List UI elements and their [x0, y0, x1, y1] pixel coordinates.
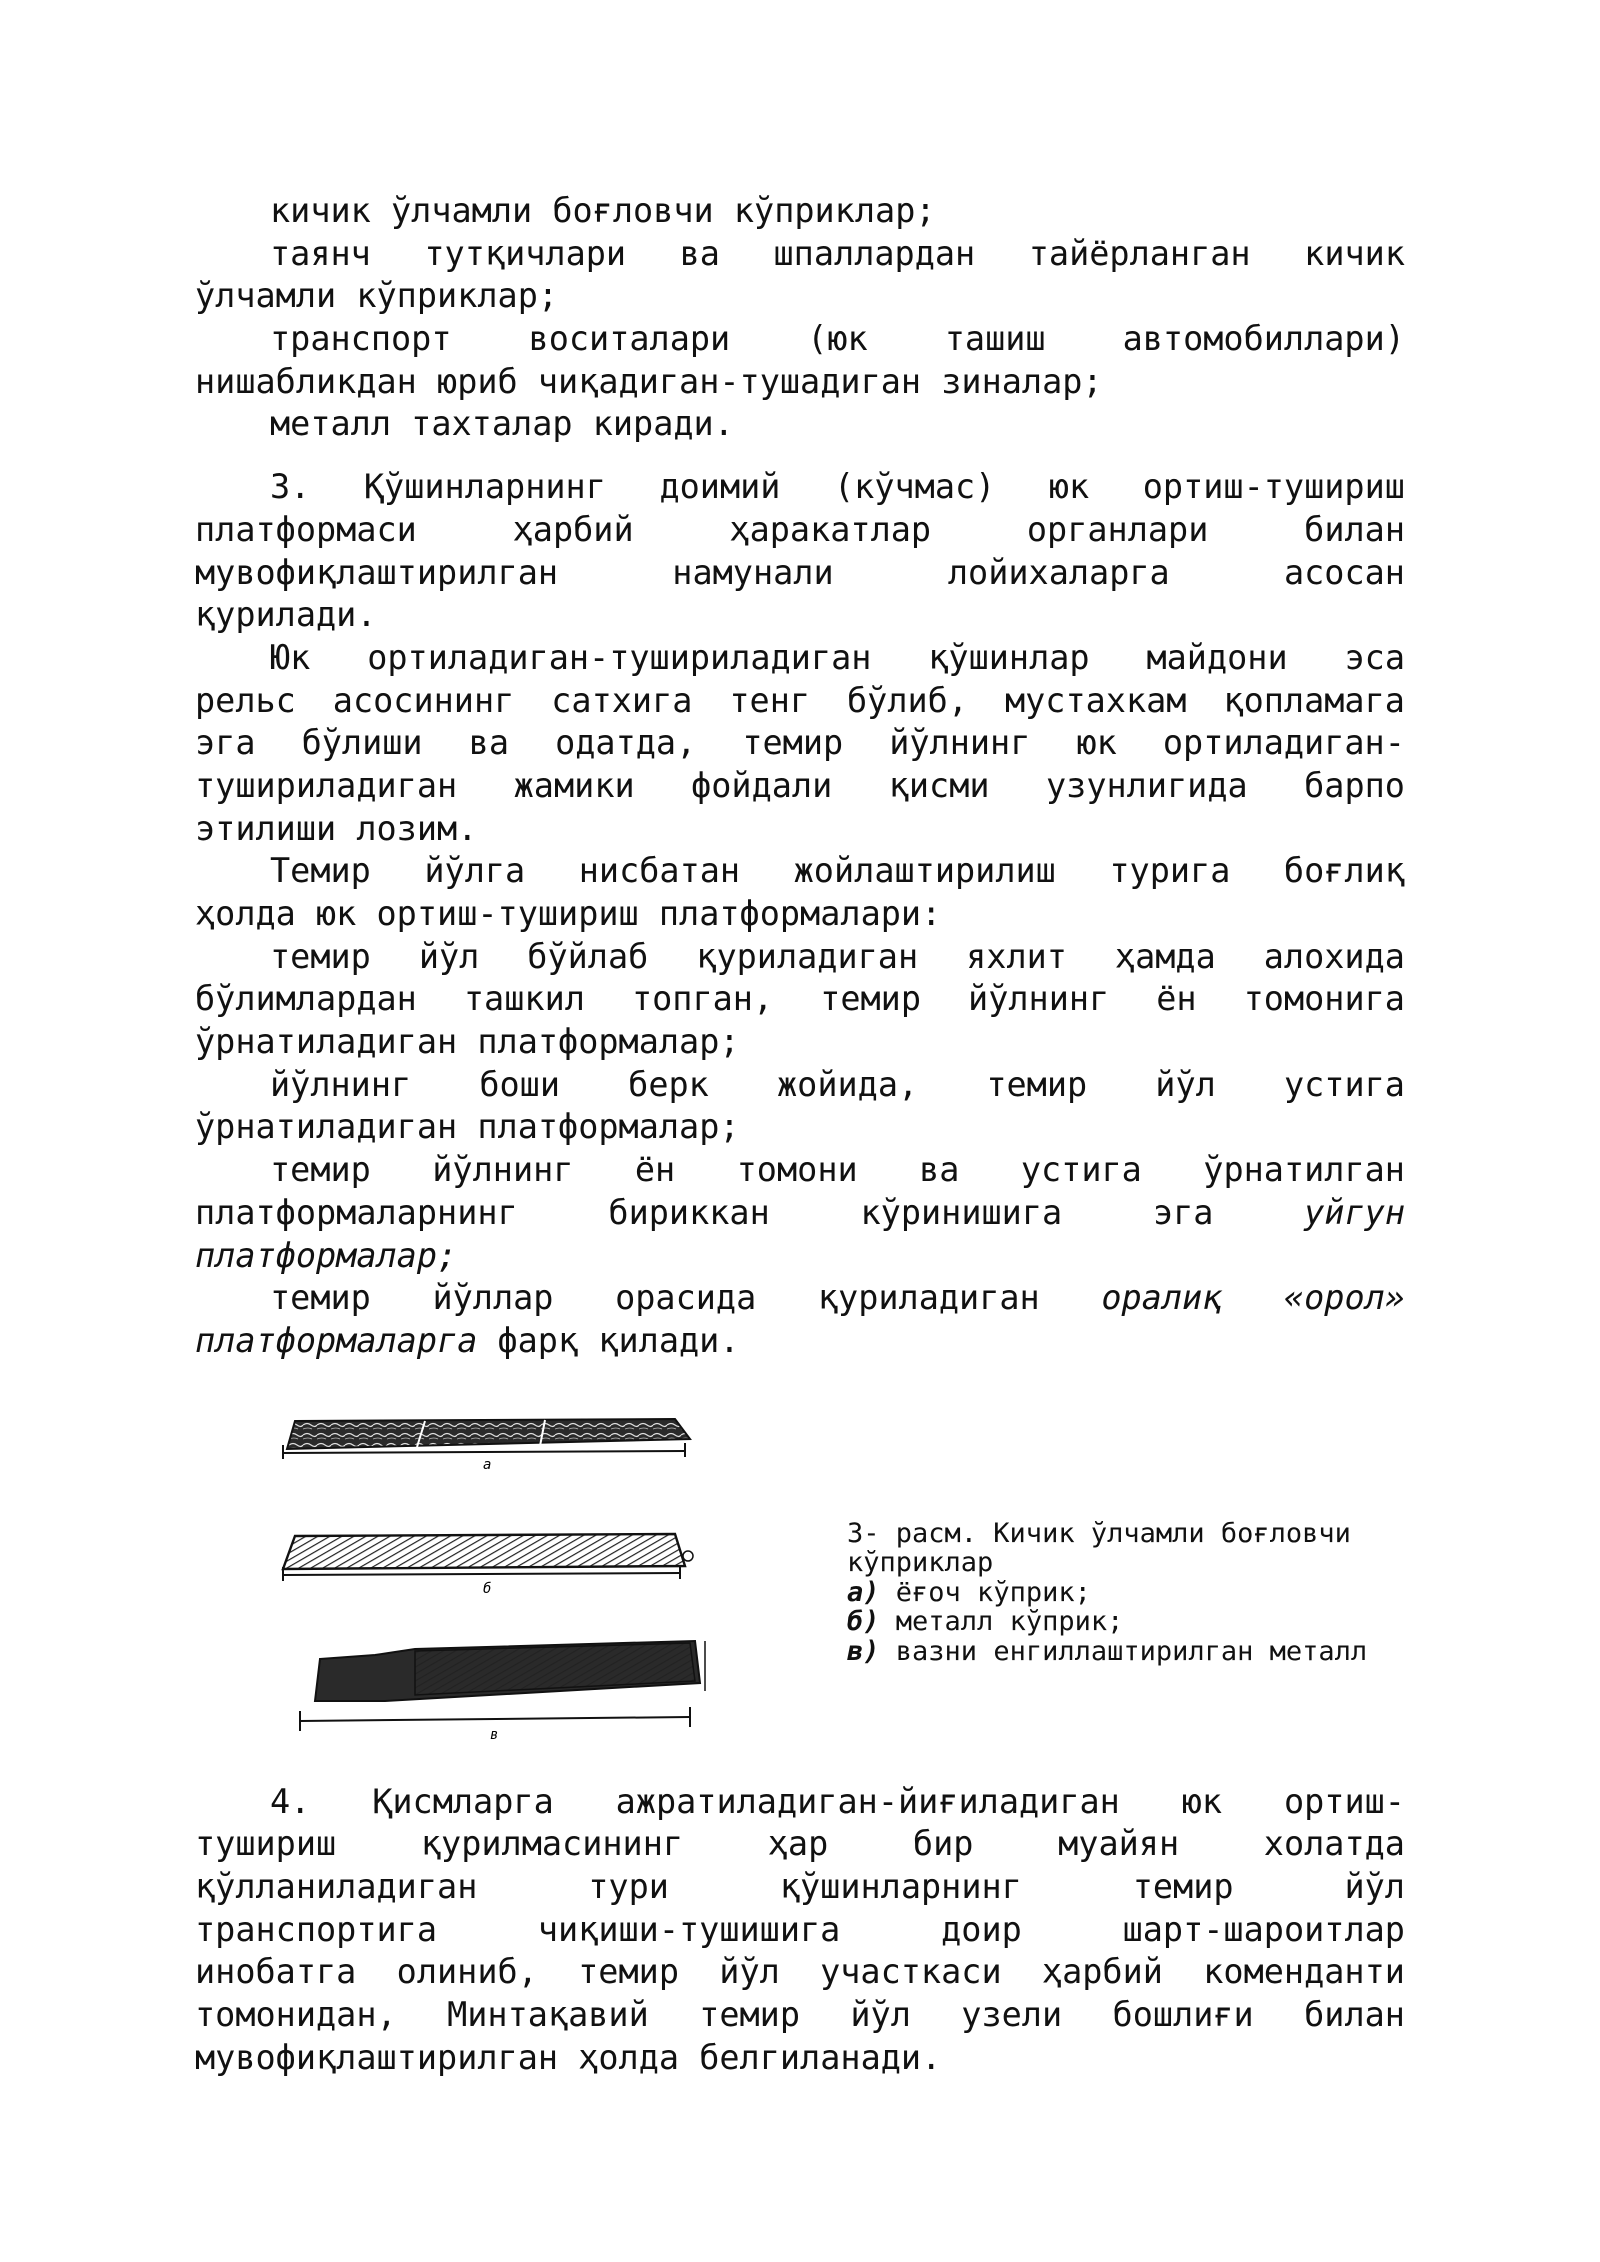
text-line: ўрнатиладиган платформалар;	[195, 1107, 740, 1147]
text-line: таянч тутқичлари ва шпаллардан тайёрланган кичик	[270, 233, 1405, 273]
text-line: темир йўл бўйлаб қуриладиган яхлит ҳамда алохида	[270, 936, 1405, 976]
text-line: платформаларнинг бириккан кўринишига эга уйгун	[195, 1192, 1405, 1232]
text-line: этилиши лозим.	[195, 808, 478, 848]
text-line: тушириладиган жамики фойдали қисми узунлигида барпо	[195, 765, 1405, 805]
text-line: транспорт воситалари (юк ташиш автомобиллари)	[270, 319, 1405, 359]
text-line: инобатга олиниб, темир йўл участкаси ҳарбий коменданти	[195, 1952, 1405, 1992]
text-line: тушириш қурилмасининг ҳар бир муайян холатда	[195, 1824, 1405, 1864]
label-b: б	[483, 1580, 492, 1597]
label-a: а	[483, 1456, 492, 1473]
text-line: темир йўлнинг ён томони ва устига ўрнатилган	[270, 1150, 1405, 1190]
text-line: ўлчамли кўприклар;	[195, 276, 559, 316]
text-line: томонидан, Минтақавий темир йўл узели бошлиғи билан	[195, 1995, 1405, 2034]
wooden-bridge-drawing	[283, 1419, 690, 1473]
text-line: ҳолда юк ортиш-тушириш платформалари:	[195, 894, 942, 933]
text-line: Юк ортиладиган-тушириладиган қўшинлар майдони эса	[270, 637, 1405, 677]
text-line: транспортига чиқиши-тушишига доир шарт-шароитлар	[195, 1909, 1405, 1949]
caption-title-cont: кўприклар	[847, 1547, 994, 1579]
text-line: мувофиқлаштирилган ҳолда белгиланади.	[195, 2037, 942, 2077]
text-line: эга бўлиши ва одатда, темир йўлнинг юк ортиладиган-	[195, 723, 1405, 763]
text-line: платформаси ҳарбий ҳаракатлар органлари билан	[195, 509, 1405, 549]
label-c: в	[490, 1726, 499, 1743]
text-line: платформаларга фарқ қилади.	[195, 1320, 740, 1360]
text-line: кичик ўлчамли боғловчи кўприклар;	[270, 191, 936, 230]
text-line: 3. Қўшинларнинг доимий (кўчмас) юк ортиш-тушириш	[270, 467, 1405, 507]
text-line: платформалар;	[195, 1235, 458, 1275]
text-line: Темир йўлга нисбатан жойлаштирилиш турига боғлиқ	[270, 851, 1405, 891]
figure-caption	[847, 1517, 1467, 1667]
text-line: мувофиқлаштирилган намунали лойихаларга асосан	[195, 552, 1405, 592]
caption-title: 3- расм. Кичик ўлчамли боғловчи	[847, 1517, 1351, 1549]
bridge-drawings	[275, 1401, 715, 1751]
text-line: ўрнатиладиган платформалар;	[195, 1022, 740, 1062]
text-line: металл тахталар киради.	[270, 404, 734, 444]
figure-3	[195, 1401, 1405, 1761]
caption-item: б) металл кўприк;	[847, 1606, 1124, 1638]
text-line: 4. Қисмларга ажратиладиган-йиғиладиган юк ортиш-	[270, 1781, 1405, 1821]
text-line: нишабликдан юриб чиқадиган-тушадиган зиналар;	[195, 361, 1103, 401]
document-page	[195, 190, 1405, 2079]
text-line: қурилади.	[195, 595, 377, 635]
text-line: йўлнинг боши берк жойида, темир йўл устига	[270, 1064, 1405, 1104]
text-line: бўлимлардан ташкил топган, темир йўлнинг ён томонига	[195, 979, 1405, 1019]
caption-item: в) вазни енгиллаштирилган металл	[847, 1635, 1368, 1667]
caption-item: а) ёғоч кўприк;	[847, 1576, 1091, 1608]
metal-bridge-drawing	[283, 1534, 693, 1597]
text-line: қўлланиладиган тури қўшинларнинг темир йўл	[195, 1866, 1405, 1906]
text-line: рельс асосининг сатхига тенг бўлиб, мустахкам қопламага	[195, 680, 1405, 720]
lightweight-metal-bridge-drawing	[300, 1641, 705, 1743]
text-line: темир йўллар орасида қуриладиган оралиқ «орол»	[270, 1278, 1405, 1318]
